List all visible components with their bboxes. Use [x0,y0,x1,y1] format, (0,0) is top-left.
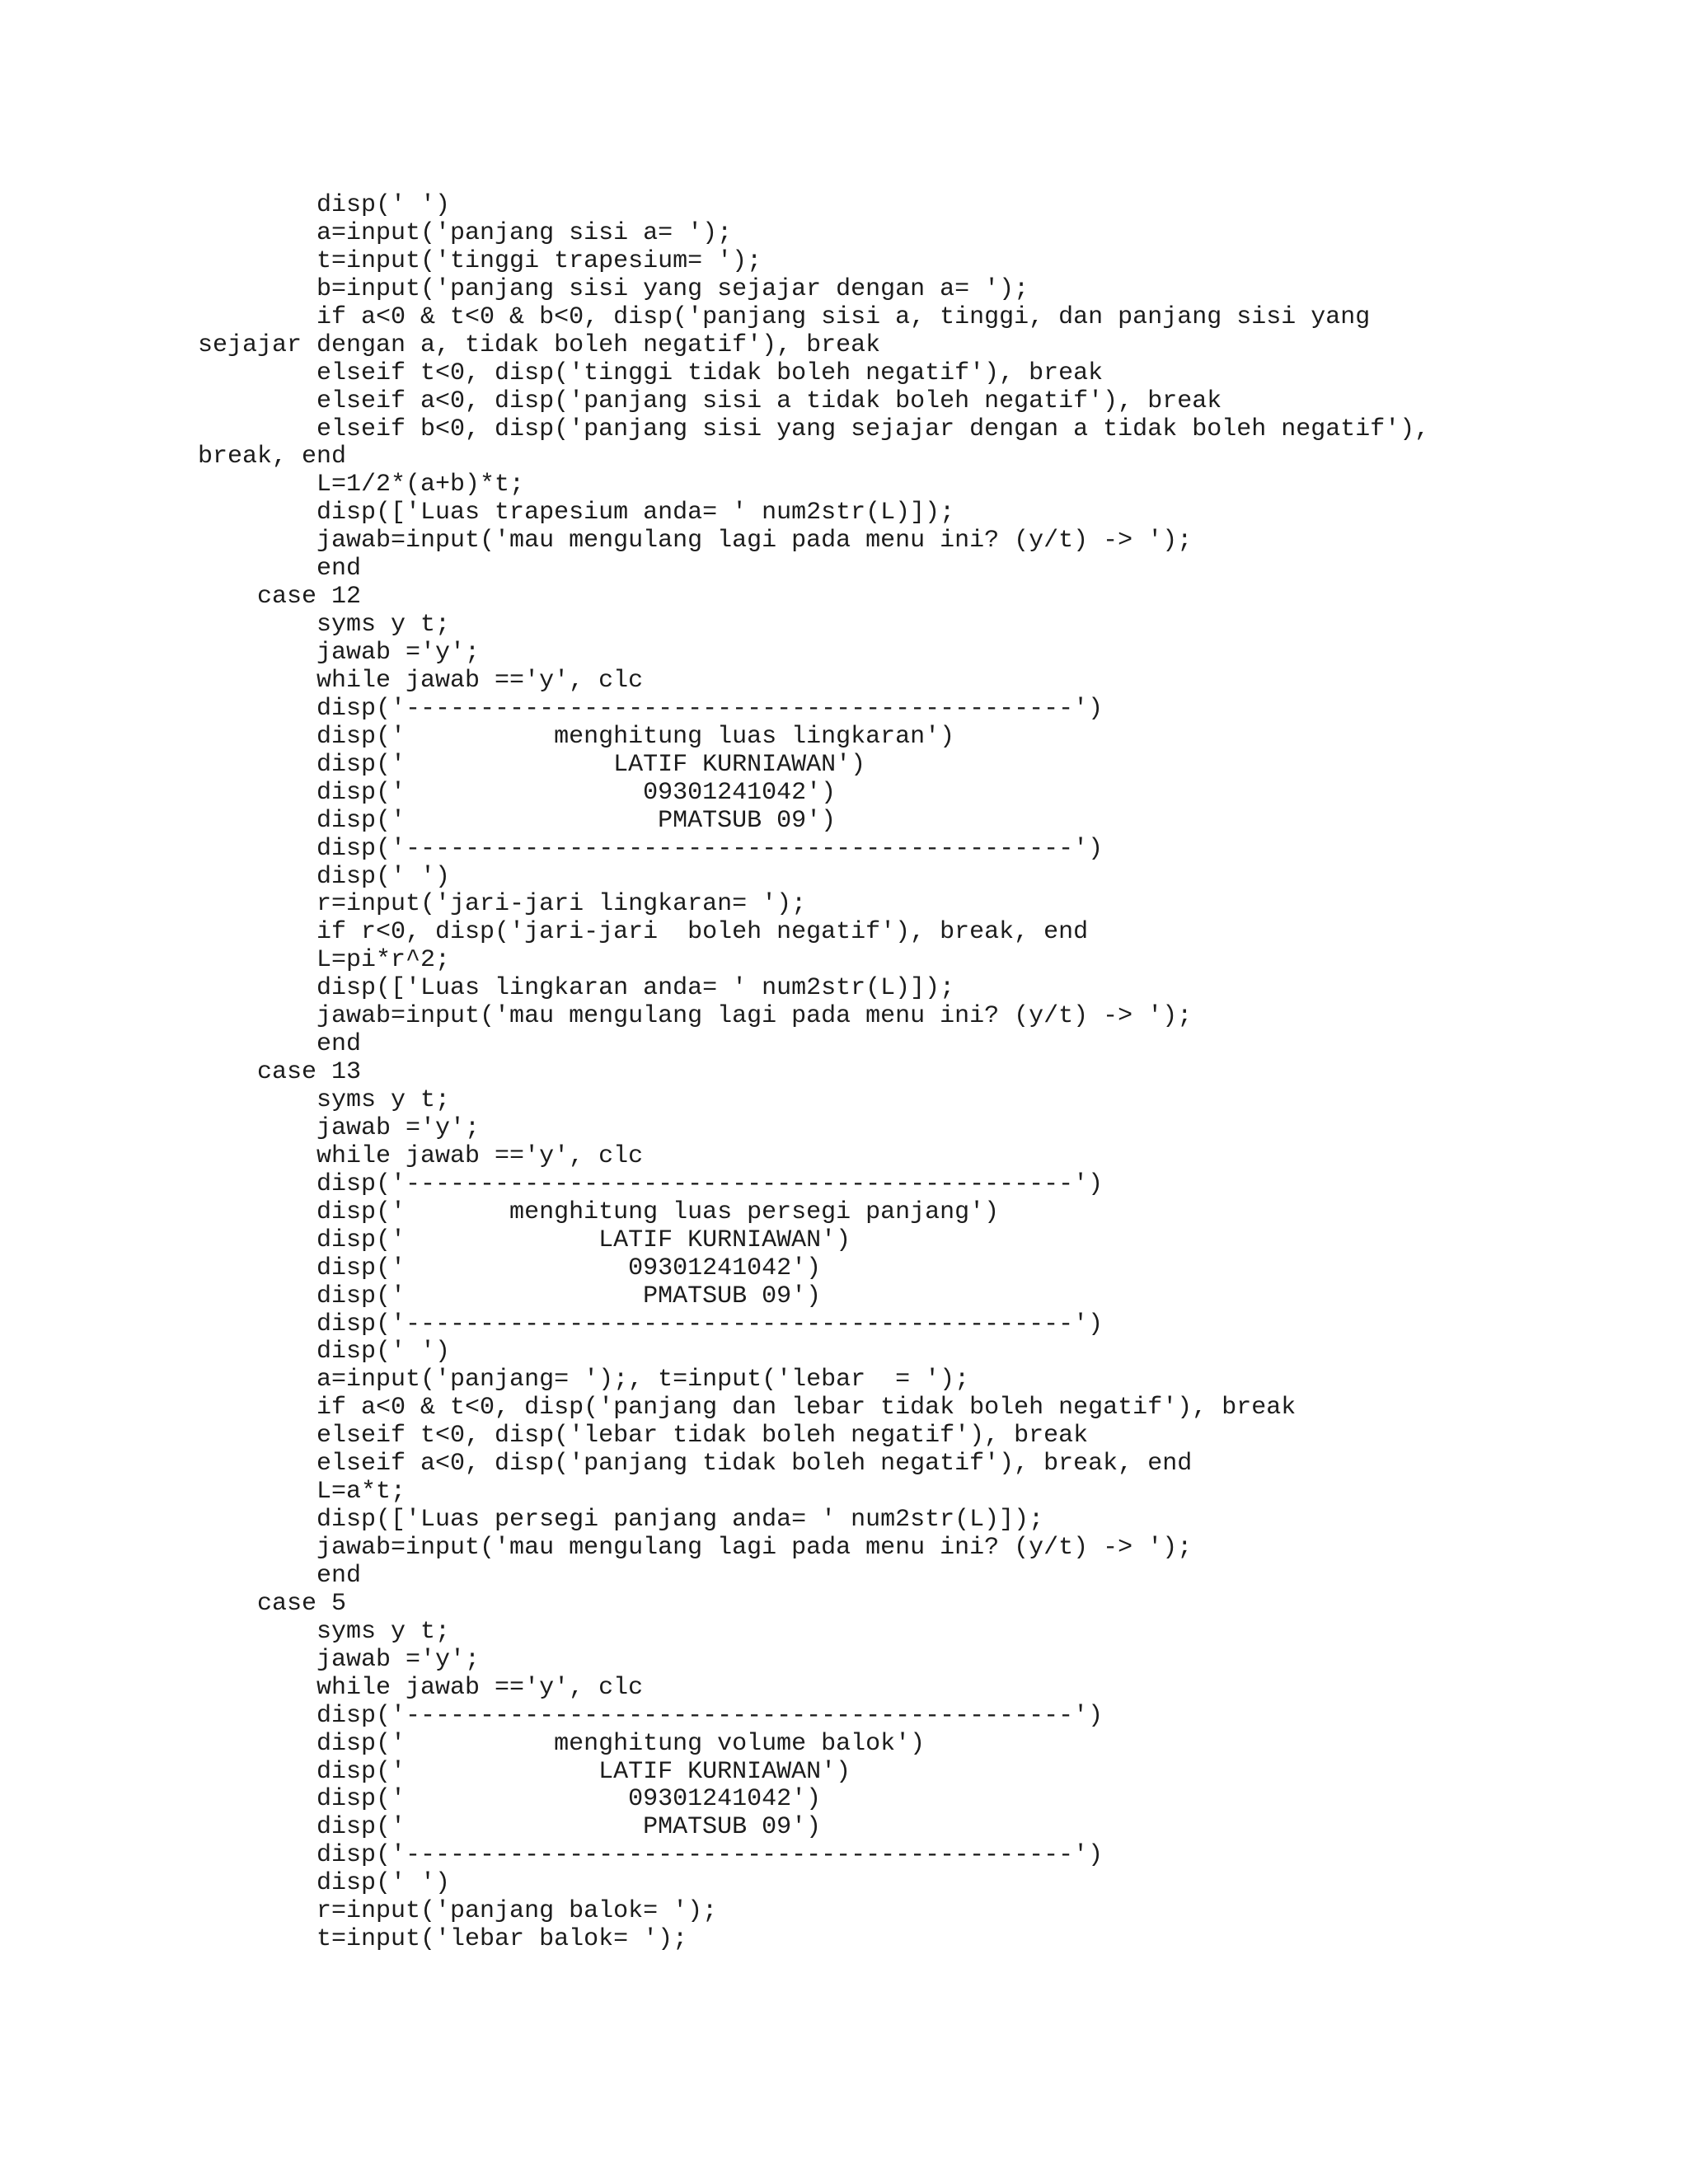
code-line: t=input('lebar balok= '); [198,1925,688,1954]
code-line: jawab=input('mau mengulang lagi pada menu ini? (y/t) -> '); [198,527,1193,555]
code-line: if a<0 & t<0 & b<0, disp('panjang sisi a, tinggi, dan panjang sisi yang [198,302,1371,331]
code-line: disp('---------------------------------------------') [198,1169,1104,1198]
code-line: end [198,555,362,583]
code-line: syms y t; [198,1086,451,1114]
code-line: case 13 [198,1058,362,1087]
code-line: jawab=input('mau mengulang lagi pada menu ini? (y/t) -> '); [198,1534,1193,1562]
code-line: disp(' PMATSUB 09') [198,1813,822,1842]
code-line: disp(' menghitung luas lingkaran') [198,722,955,751]
code-line: elseif a<0, disp('panjang tidak boleh negatif'), break, end [198,1450,1193,1479]
code-line: disp('---------------------------------------------') [198,834,1104,863]
code-line: disp(['Luas trapesium anda= ' num2str(L)]); [198,499,955,527]
code-line: disp(' 09301241042') [198,1254,822,1282]
code-line: end [198,1561,362,1590]
code-line: disp('---------------------------------------------') [198,1701,1104,1730]
code-line: L=1/2*(a+b)*t; [198,471,525,499]
code-line: elseif t<0, disp('tinggi tidak boleh negatif'), break [198,359,1104,387]
code-line: L=a*t; [198,1478,406,1507]
code-line: disp(' PMATSUB 09') [198,1282,822,1310]
code-line: jawab ='y'; [198,1645,481,1674]
code-line: case 12 [198,583,362,612]
code-line: r=input('jari-jari lingkaran= '); [198,890,807,919]
code-line: disp(' LATIF KURNIAWAN') [198,1757,851,1786]
code-line: disp(' ') [198,862,451,891]
code-line: b=input('panjang sisi yang sejajar dengan a= '); [198,274,1029,303]
code-line: disp(' ') [198,1869,451,1898]
code-line: disp(' LATIF KURNIAWAN') [198,1226,851,1254]
code-line: while jawab =='y', clc [198,1673,644,1702]
code-line: r=input('panjang balok= '); [198,1897,718,1926]
code-line: if a<0 & t<0, disp('panjang dan lebar tidak boleh negatif'), break [198,1394,1296,1422]
code-line: disp(' 09301241042') [198,1785,822,1814]
code-line: elseif b<0, disp('panjang sisi yang sejajar dengan a tidak boleh negatif'), [198,415,1430,443]
code-line: disp(['Luas persegi panjang anda= ' num2str(L)]); [198,1506,1044,1535]
code-line: syms y t; [198,1617,451,1646]
code-line: elseif a<0, disp('panjang sisi a tidak boleh negatif'), break [198,387,1222,415]
code-line: L=pi*r^2; [198,946,451,975]
code-line: disp(' menghitung volume balok') [198,1729,926,1758]
code-line: case 5 [198,1589,347,1618]
code-line: elseif t<0, disp('lebar tidak boleh negatif'), break [198,1422,1089,1451]
code-line: break, end [198,443,347,471]
code-line: disp(['Luas lingkaran anda= ' num2str(L)]); [198,974,955,1003]
code-line: jawab=input('mau mengulang lagi pada menu ini? (y/t) -> '); [198,1002,1193,1031]
code-line: end [198,1030,362,1059]
code-line: while jawab =='y', clc [198,1141,644,1170]
code-line: disp(' ') [198,191,451,219]
code-line: jawab ='y'; [198,639,481,667]
code-listing [198,192,1429,1954]
code-line: jawab ='y'; [198,1113,481,1142]
code-line: disp(' 09301241042') [198,778,837,807]
code-line: disp(' menghitung luas persegi panjang') [198,1197,1000,1226]
code-line: syms y t; [198,611,451,640]
code-line: disp('---------------------------------------------') [198,694,1104,723]
code-line: disp('---------------------------------------------') [198,1841,1104,1870]
code-line: t=input('tinggi trapesium= '); [198,246,762,275]
code-line: disp(' ') [198,1338,451,1366]
code-line: while jawab =='y', clc [198,666,644,695]
code-line: disp(' LATIF KURNIAWAN') [198,750,866,779]
code-line: a=input('panjang= ');, t=input('lebar = '); [198,1366,970,1394]
code-line: sejajar dengan a, tidak boleh negatif'), break [198,330,881,359]
code-line: disp(' PMATSUB 09') [198,806,837,835]
code-line: a=input('panjang sisi a= '); [198,218,733,247]
code-line: if r<0, disp('jari-jari boleh negatif'), break, end [198,918,1089,947]
code-line: disp('---------------------------------------------') [198,1310,1104,1338]
